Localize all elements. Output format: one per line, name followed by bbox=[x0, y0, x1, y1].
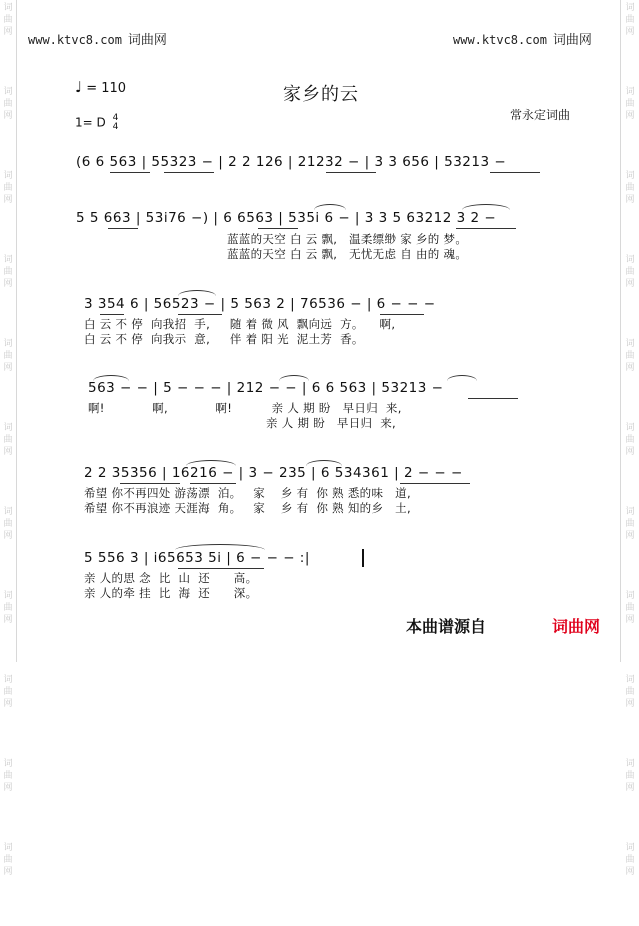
score-row-4-lyric-2: 亲 人 期 盼 早日归 来, bbox=[88, 416, 396, 430]
slur bbox=[462, 204, 510, 210]
beam-line bbox=[178, 568, 264, 569]
watermark-text: 词 曲 网 bbox=[3, 759, 13, 793]
score-row-5-notes: 2 2 35356 | 16216 − | 3 − 235 | 6 534361 | 2 − − − bbox=[84, 465, 463, 481]
watermark-text: 词 曲 网 bbox=[625, 87, 635, 121]
watermark-text: 词 曲 网 bbox=[3, 843, 13, 877]
watermark-text: 词 曲 网 bbox=[625, 675, 635, 709]
beam-line bbox=[400, 483, 470, 484]
beam-line bbox=[178, 314, 222, 315]
left-margin-line bbox=[16, 0, 17, 662]
slur bbox=[175, 544, 265, 550]
header-right-link[interactable] bbox=[453, 29, 592, 48]
slur bbox=[314, 204, 346, 210]
header-right-name[interactable]: 词曲网 bbox=[552, 33, 592, 48]
time-bottom: 4 bbox=[112, 122, 119, 132]
beam-line bbox=[326, 172, 376, 173]
tempo-marking bbox=[75, 78, 126, 96]
watermark-text: 词 曲 网 bbox=[625, 339, 635, 373]
beam-line bbox=[490, 172, 540, 173]
score-row-3-lyric-2: 白 云 不 停 向我示 意, 伴 着 阳 光 泥土芳 香。 bbox=[84, 332, 364, 346]
right-watermark-column bbox=[623, 0, 637, 926]
watermark-text: 词 曲 网 bbox=[625, 171, 635, 205]
key-signature bbox=[75, 114, 118, 132]
watermark-text: 词 曲 网 bbox=[625, 759, 635, 793]
slur bbox=[93, 375, 129, 381]
beam-line bbox=[380, 314, 424, 315]
watermark-text: 词 曲 网 bbox=[625, 507, 635, 541]
score-row-2-lyric-2: 蓝蓝的天空 白 云 飘, 无忧无虑 自 由的 魂。 bbox=[227, 247, 468, 261]
time-top: 4 bbox=[112, 113, 119, 123]
watermark-text: 词 曲 网 bbox=[3, 255, 13, 289]
left-watermark-column bbox=[1, 0, 15, 926]
beam-line bbox=[258, 228, 298, 229]
header-left-url[interactable]: www.ktvc8.com bbox=[28, 33, 122, 47]
quarter-note-icon: ♩ bbox=[75, 78, 83, 96]
score-row-6-lyric-2: 亲 人的牵 挂 比 海 还 深。 bbox=[84, 586, 258, 600]
time-signature bbox=[113, 114, 119, 132]
beam-line bbox=[100, 314, 124, 315]
score-row-6-lyric-1: 亲 人的思 念 比 山 还 高。 bbox=[84, 571, 258, 585]
watermark-text: 词 曲 网 bbox=[3, 339, 13, 373]
song-credit: 常永定词曲 bbox=[510, 108, 571, 122]
beam-line bbox=[468, 398, 518, 399]
header-left-name[interactable]: 词曲网 bbox=[127, 33, 167, 48]
beam-line bbox=[190, 483, 236, 484]
slur bbox=[279, 375, 309, 381]
source-label: 本曲谱源自 bbox=[406, 617, 487, 636]
watermark-text: 词 曲 网 bbox=[625, 3, 635, 37]
watermark-text: 词 曲 网 bbox=[625, 843, 635, 877]
right-margin-line bbox=[620, 0, 621, 662]
brand-link[interactable]: 词曲网 bbox=[552, 617, 601, 636]
score-row-5-lyric-1: 希望 你不再四处 游荡漂 泊。 家 乡 有 你 熟 悉的味 道, bbox=[84, 486, 411, 500]
tempo-value: = 110 bbox=[86, 81, 127, 96]
beam-line bbox=[108, 228, 138, 229]
watermark-text: 词 曲 网 bbox=[3, 3, 13, 37]
score-row-6-notes: 5 556 3 | i65653 5i | 6 − − − :| bbox=[84, 550, 310, 566]
watermark-text: 词 曲 网 bbox=[3, 171, 13, 205]
watermark-text: 词 曲 网 bbox=[3, 423, 13, 457]
watermark-text: 词 曲 网 bbox=[625, 591, 635, 625]
watermark-text: 词 曲 网 bbox=[3, 591, 13, 625]
song-title: 家乡的云 bbox=[283, 84, 359, 105]
beam-line bbox=[456, 228, 516, 229]
header-left-link[interactable] bbox=[28, 29, 167, 48]
final-barline bbox=[362, 549, 364, 567]
score-row-4-notes: 563 − − | 5 − − − | 212 − − | 6 6 563 | 53213 − bbox=[88, 380, 444, 396]
beam-line bbox=[110, 172, 150, 173]
beam-line bbox=[164, 172, 214, 173]
slur bbox=[186, 460, 236, 466]
score-row-5-lyric-2: 希望 你不再浪迹 天涯海 角。 家 乡 有 你 熟 知的乡 土, bbox=[84, 501, 411, 515]
watermark-text: 词 曲 网 bbox=[3, 507, 13, 541]
score-row-2-notes: 5 5 663 | 53i76 −) | 6 6563 | 535i 6 − | 3 3 5 63212 3 2 − bbox=[76, 210, 497, 226]
slur bbox=[447, 375, 477, 381]
key-value: 1= D bbox=[75, 115, 106, 130]
slur bbox=[178, 290, 216, 296]
watermark-text: 词 曲 网 bbox=[3, 87, 13, 121]
beam-line bbox=[120, 483, 180, 484]
watermark-text: 词 曲 网 bbox=[3, 675, 13, 709]
header-right-url[interactable]: www.ktvc8.com bbox=[453, 33, 547, 47]
score-row-3-notes: 3 354 6 | 56523 − | 5 563 2 | 76536 − | 6 − − − bbox=[84, 296, 436, 312]
score-row-1-notes: (6 6 563 | 55323 − | 2 2 126 | 21232 − | 3 3 656 | 53213 − bbox=[76, 154, 507, 170]
score-row-2-lyric-1: 蓝蓝的天空 白 云 飘, 温柔缥缈 家 乡的 梦。 bbox=[227, 232, 468, 246]
score-row-4-lyric-1: 啊! 啊, 啊! 亲 人 期 盼 早日归 来, bbox=[88, 401, 402, 415]
slur bbox=[306, 460, 342, 466]
watermark-text: 词 曲 网 bbox=[625, 423, 635, 457]
watermark-text: 词 曲 网 bbox=[625, 255, 635, 289]
score-row-3-lyric-1: 白 云 不 停 向我招 手, 随 着 微 风 飘向远 方。 啊, bbox=[84, 317, 396, 331]
